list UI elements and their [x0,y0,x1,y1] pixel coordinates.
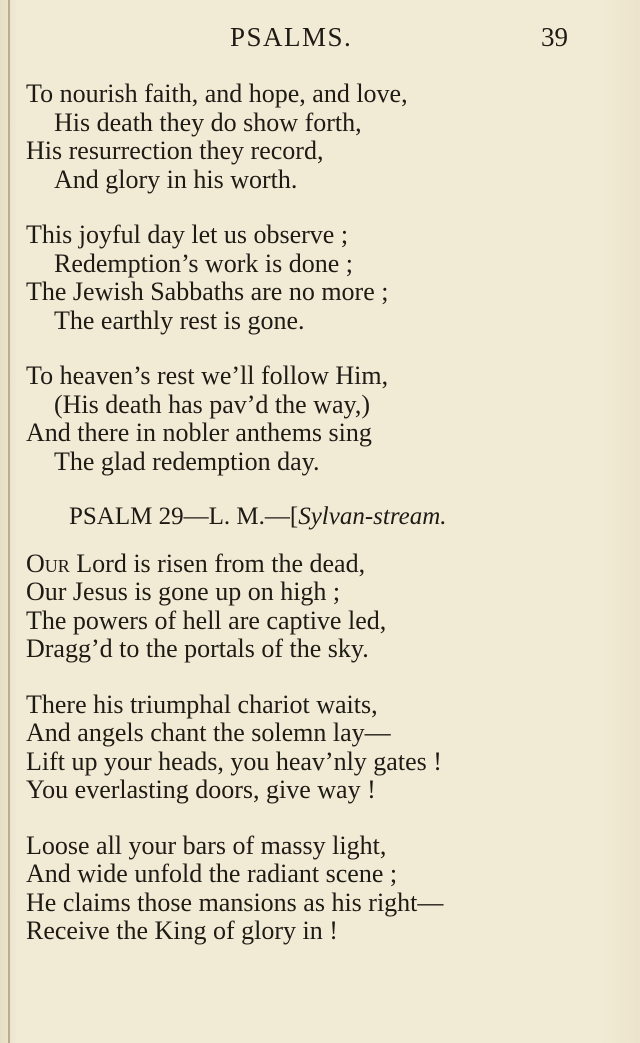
verse-line: The powers of hell are captive led, [26,605,387,635]
verse-line: The earthly rest is gone. [54,305,305,335]
psalm-tune-name: Sylvan-stream. [298,503,447,530]
first-word: Our [26,548,70,578]
verse-line: This joyful day let us observe ; [26,220,349,249]
verse-line: And wide unfold the radiant scene ; [26,859,398,888]
verse-line: Redemption’s work is done ; [54,248,353,278]
first-line-rest: Lord is risen from the dead, [69,548,366,578]
page-binding-edge [8,0,10,1043]
verse-line: To heaven’s rest we’ll follow Him, [26,361,389,390]
verse-line: Receive the King of glory in ! [26,916,338,945]
verse-line: (His death has pav’d the way,) [54,389,370,419]
hymn-text [26,80,616,973]
verse-line: Loose all your bars of massy light, [26,830,387,860]
stanza-5 [26,691,616,805]
stanza-2 [26,221,616,335]
psalm-heading-label: PSALM 29—L. M.—[ [69,503,299,530]
verse-line [26,550,616,579]
page-number: 39 [541,22,568,52]
verse-line: Our Jesus is gone up on high ; [26,577,341,606]
running-title: PSALMS. [230,22,353,52]
verse-line: And glory in his worth. [54,164,298,194]
verse-line: His death they do show forth, [54,107,362,137]
psalm-heading [26,503,616,532]
verse-line: To nourish faith, and hope, and love, [26,79,408,108]
verse-line: He claims those mansions as his right— [26,887,444,917]
verse-line: And angels chant the solemn lay— [26,718,391,747]
page-header [0,22,640,56]
stanza-6 [26,832,616,946]
verse-line: The glad redemption day. [54,446,320,476]
verse-line: And there in nobler anthems sing [26,418,372,447]
stanza-1 [26,80,616,194]
verse-line: The Jewish Sabbaths are no more ; [26,277,389,306]
stanza-4 [26,550,616,664]
verse-line: There his triumphal chariot waits, [26,689,378,719]
verse-line: Lift up your heads, you heav’nly gates ! [26,746,442,776]
stanza-3 [26,362,616,476]
verse-line: You everlasting doors, give way ! [26,775,376,804]
verse-line: Dragg’d to the portals of the sky. [26,634,369,663]
verse-line: His resurrection they record, [26,136,324,165]
